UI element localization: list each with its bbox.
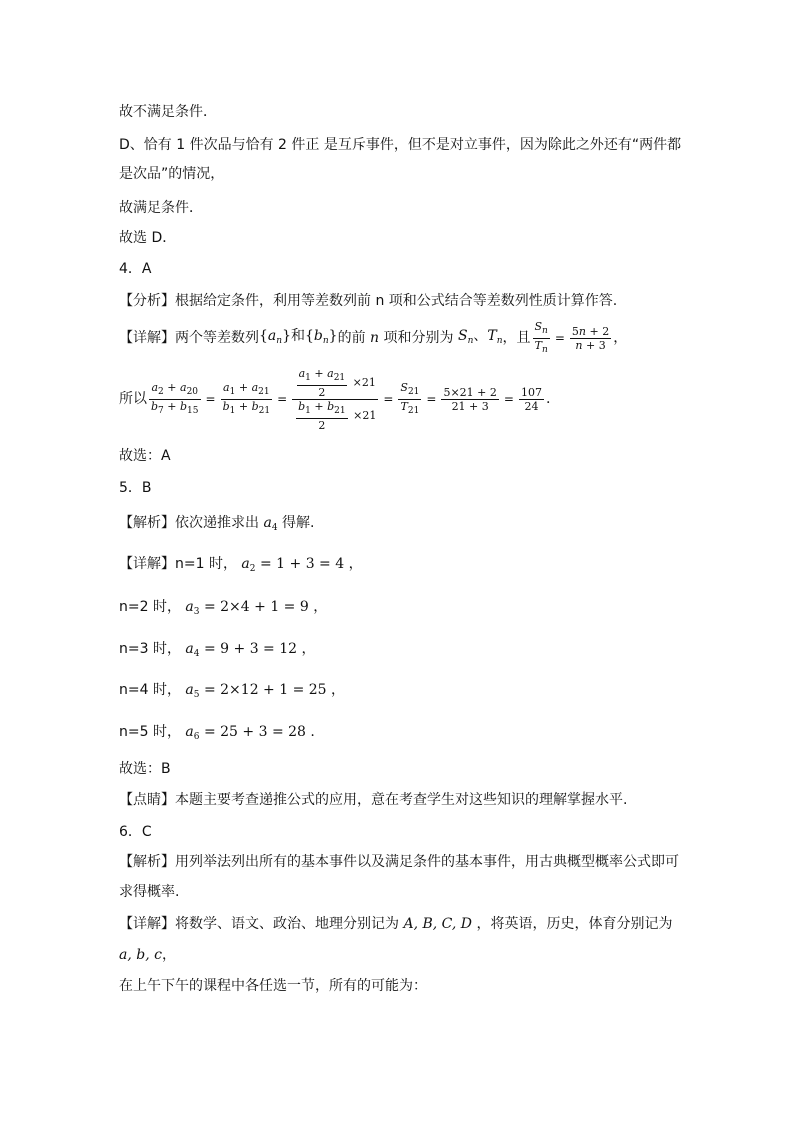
recurrence-line: n=5 时， $a_6 = 25 + 3 = 28$ . [119,724,315,742]
text-line: D、恰有 1 件次品与恰有 2 件正 是互斥事件，但不是对立事件，因为除此之外还有“两件都 [119,137,682,153]
analysis-tag: 【分析】 [119,293,175,309]
text-line: 故不满足条件． [119,104,217,120]
detail-text: 项和分别为 [383,330,454,346]
recurrence-line: 【详解】n=1 时， $a_2 = 1 + 3 = 4$ ， [119,556,363,574]
detail-line [119,914,672,934]
analysis-line [119,291,617,311]
ratio-fraction: $\frac{S_n}{T_n}$ [534,319,548,355]
note-text: 本题主要考查递推公式的应用，意在考查学生对这些知识的理解掌握水平. [175,792,628,808]
detail-text: ， [161,947,176,963]
step-label: n=2 时， [119,599,181,615]
ratio-fraction: $\frac{5n + 2}{n + 3}$ [571,324,610,352]
recurrence-line: n=2 时， $a_3 = 2\times 4 + 1 = 9$ ， [119,599,328,617]
step-label: n=4 时， [119,682,181,698]
step-label: n=1 时， [175,556,237,572]
detail-text: ，且 [502,330,531,346]
detail-tag: 【详解】 [119,330,175,346]
analysis-tag: 【解析】 [119,515,175,531]
comma: ， [613,330,628,346]
step-formula: = 25 + 3 = 28 . [203,724,315,740]
analysis-line [119,852,679,872]
question-number: 4．A [119,261,152,277]
step-formula: = 1 + 3 = 4 ， [259,556,363,572]
derivation-line [119,364,550,434]
note-tag: 【点睛】 [119,792,175,808]
detail-tag: 【详解】 [119,916,175,932]
analysis-text: 依次递推求出 [175,515,259,531]
analysis-tag: 【解析】 [119,854,175,870]
analysis-text: 用列举法列出所有的基本事件以及满足条件的基本事件，用古典概型概率公式即可 [175,854,679,870]
analysis-line [119,513,314,538]
recurrence-line: n=3 时， $a_4 = 9 + 3 = 12$ ， [119,641,316,659]
detail-line [119,945,176,965]
derivation-formula: $\frac{a_2 + a_{20}}{b_7 + b_{15}}$ = $\frac{a_1 + a_{21}}{b_1 + b_{21}}$ = $\frac{a_1 + a_{21}}{2}$ ×21 $\frac{b_1 + b_{21}}{2}$ ×21 = $\frac{S_{21}}{T_{21}}$ = $\frac{5\times 21 + 2}{21 + 3}$ = $\frac{107}{24}$ . [151,366,551,432]
recurrence-line: n=4 时， $a_5 = 2\times 12 + 1 = 25$ ， [119,682,346,700]
detail-text: 将数学、语文、政治、地理分别记为 [175,916,399,932]
detail-line: 在上午下午的课程中各任选一节，所有的可能为： [119,978,427,994]
step-formula: = 9 + 3 = 12 ， [203,641,316,657]
text-line: 故满足条件． [119,200,203,216]
so-label: 所以 [119,391,147,407]
lower-labels: a, b, c [119,947,162,963]
choice-line: 故选：A [119,448,171,464]
text-line: 故选 D． [119,230,177,246]
step-formula: = 2×4 + 1 = 9 ， [203,599,328,615]
sum-symbols: $S_n$、$T_n$ [457,327,503,346]
note-line [119,790,627,810]
step-label: n=3 时， [119,641,181,657]
detail-text: 两个等差数列 [175,330,259,346]
equals-sign: = [554,331,565,345]
detail-tag: 【详解】 [119,556,175,572]
analysis-text: 得解. [282,515,315,531]
analysis-line: 求得概率. [119,884,180,900]
set-a: $\{a_n\}$和$\{b_n\}$ [259,327,338,346]
term-a4: $a_4$ [263,515,278,533]
question-number: 5．B [119,480,152,496]
detail-line [119,318,627,358]
upper-labels: A, B, C, D [403,916,472,932]
choice-line: 故选：B [119,761,171,777]
var-n: n [365,330,384,346]
step-label: n=5 时， [119,724,181,740]
text-line: 是次品”的情况， [119,166,225,182]
detail-text: 的前 [337,330,366,346]
question-number: 6．C [119,824,152,840]
analysis-text: 根据给定条件，利用等差数列前 n 项和公式结合等差数列性质计算作答. [175,293,618,309]
detail-text: ，将英语，历史，体育分别记为 [476,916,673,932]
step-formula: = 2×12 + 1 = 25 ， [203,682,346,698]
